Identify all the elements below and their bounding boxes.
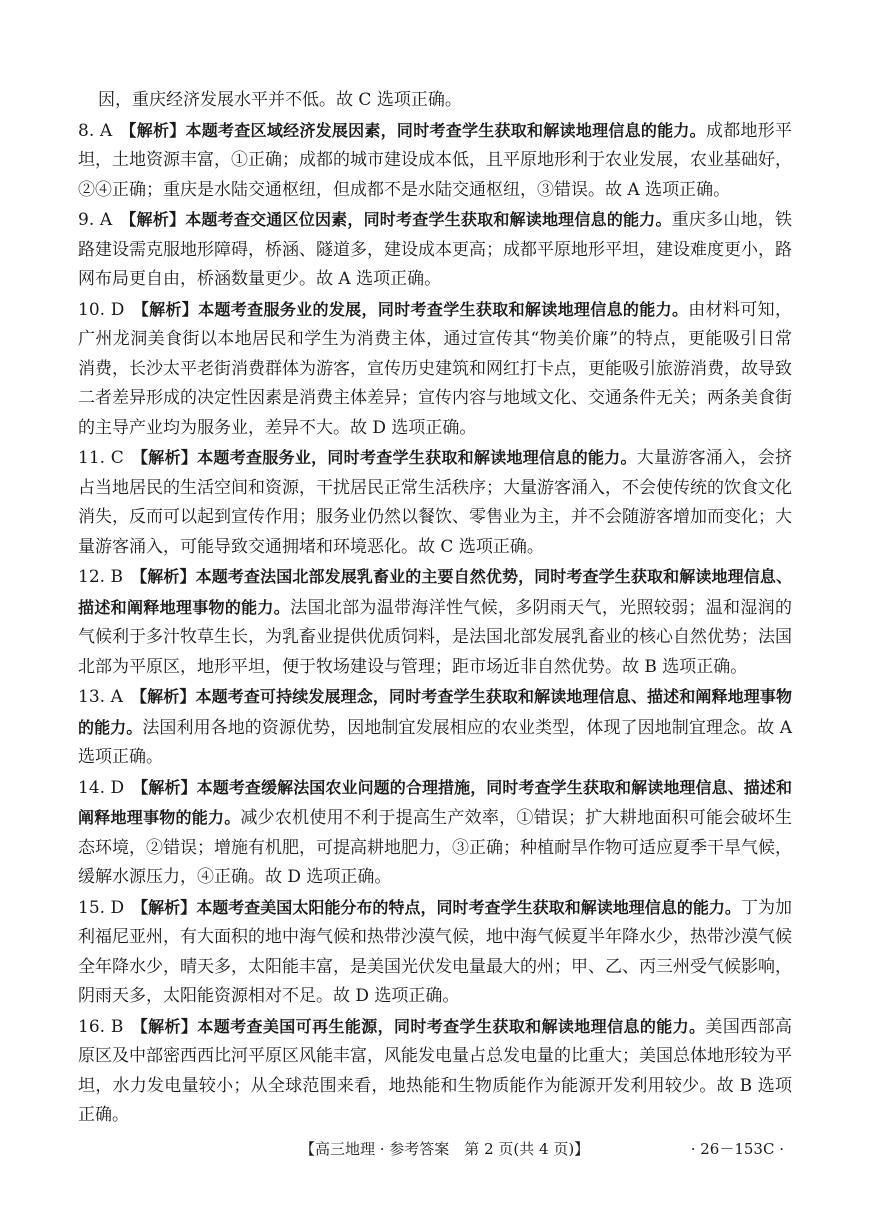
answer-item [78, 893, 792, 1012]
answer-number: 13. A [78, 687, 123, 707]
analysis-tag: 【解析】 [132, 777, 197, 797]
analysis-tag: 【解析】 [131, 448, 198, 467]
analysis-lead: 本题考查可持续发展理念，同时考查学生获取和解读地理信息、描述和阐释地理事物的能力。 [78, 687, 792, 737]
analysis-text: 丁为加利福尼亚州，有大面积的地中海气候和热带沙漠气候，地中海气候夏半年降水少，热带沙漠气候全年降水少，晴天多，太阳能丰富，是美国光伏发电量最大的州；甲、乙、丙三州受气候影响，阴雨天多，太阳能资源相对不足。故 D 选项正确。 [78, 897, 792, 1006]
answer-item [78, 562, 792, 682]
analysis-lead: 本题考查区域经济发展因素，同时考查学生获取和解读地理信息的能力。 [185, 120, 706, 140]
analysis-text: 减少农机使用不利于提高生产效率，①错误；扩大耕地面积可能会破坏生态环境，②错误；增施有机肥，可提高耕地肥力，③正确；种植耐旱作物可适应夏季干旱气候，缓解水源压力，④正确。故 D 选项正确。 [78, 808, 792, 887]
analysis-text: 法国北部为温带海洋性气候，多阴雨天气，光照较弱；温和湿润的气候利于多汁牧草生长，为乳畜业提供优质饲料，是法国北部发展乳畜业的核心自然优势；法国北部为平原区，地形平坦，便于牧场建设与管理；距市场近非自然优势。故 B 选项正确。 [78, 597, 792, 677]
analysis-tag: 【解析】 [130, 687, 196, 706]
answer-item [78, 295, 792, 444]
analysis-text: 由材料可知，广州龙洞美食街以本地居民和学生为消费主体，通过宣传其“物美价廉”的特点，更能吸引日常消费，长沙太平老街消费群体为游客，宣传历史建筑和网红打卡点，更能吸引旅游消费，故导致二者差异形成的决定性因素是消费主体差异；宣传内容与地域文化、交通条件无关；两条美食街的主导产业均为服务业，差异不大。故 D 选项正确。 [78, 299, 792, 438]
answer-item [78, 205, 792, 295]
analysis-lead: 本题考查缓解法国农业问题的合理措施，同时考查学生获取和解读地理信息、描述和阐释地理事物的能力。 [78, 777, 792, 827]
analysis-text: 法国利用各地的资源优势，因地制宜发展相应的农业类型，体现了因地制宜理念。故 A 选项正确。 [78, 717, 792, 767]
analysis-lead: 本题考查服务业的发展，同时考查学生获取和解读地理信息的能力。 [198, 299, 689, 319]
answer-item [78, 682, 792, 773]
analysis-lead: 本题考查法国北部发展乳畜业的主要自然优势，同时考查学生获取和解读地理信息、描述和阐释地理事物的能力。 [78, 567, 792, 617]
analysis-text: 大量游客涌入，会挤占当地居民的生活空间和资源，干扰居民正常生活秩序；大量游客涌入，不会使传统的饮食文化消失，反而可以起到宣传作用；服务业仍然以餐饮、零售业为主，并不会随游客增加而变化；大量游客涌入，可能导致交通拥堵和环境恶化。故 C 选项正确。 [78, 448, 792, 557]
answer-content [78, 86, 792, 1131]
answer-number: 9. A [78, 210, 113, 230]
analysis-tag: 【解析】 [132, 299, 199, 319]
continuation-text: 因，重庆经济发展水平并不低。故 C 选项正确。 [98, 90, 462, 110]
footer-title: 【高三地理 · 参考答案 第 2 页(共 4 页)】 [300, 1140, 590, 1158]
analysis-tag: 【解析】 [132, 897, 197, 917]
analysis-text: 美国西部高原区及中部密西西比河平原区风能丰富，风能发电量占总发电量的比重大；美国总体地形较为平坦，水力发电量较小；从全球范围来看，地热能和生物质能作为能源开发利用较少。故 B 选项正确。 [78, 1016, 792, 1125]
analysis-lead: 本题考查交通区位因素，同时考查学生获取和解读地理信息的能力。 [185, 210, 672, 229]
answer-item [78, 116, 792, 206]
answer-item [78, 1012, 792, 1131]
analysis-tag: 【解析】 [131, 567, 196, 586]
analysis-text: 成都地形平坦，土地资源丰富，①正确；成都的城市建设成本低，且平原地形利于农业发展，农业基础好，②④正确；重庆是水陆交通枢纽，但成都不是水陆交通枢纽，③错误。故 A 选项正确。 [78, 120, 792, 200]
footer-code: · 26－153C · [690, 1140, 784, 1158]
analysis-tag: 【解析】 [120, 120, 186, 140]
answer-item [78, 773, 792, 893]
page-footer [0, 1138, 870, 1162]
answer-number: 14. D [78, 777, 125, 798]
analysis-lead: 本题考查服务业，同时考查学生获取和解读地理信息的能力。 [197, 448, 637, 467]
answer-number: 15. D [78, 897, 125, 918]
answer-number: 11. C [78, 448, 124, 468]
analysis-tag: 【解析】 [120, 210, 186, 229]
answer-number: 10. D [78, 299, 125, 320]
answer-number: 12. B [78, 567, 124, 587]
answer-list [78, 116, 792, 1131]
analysis-tag: 【解析】 [131, 1016, 198, 1036]
answer-item [78, 443, 792, 562]
analysis-lead: 本题考查美国可再生能源，同时考查学生获取和解读地理信息的能力。 [197, 1016, 706, 1036]
answer-number: 8. A [78, 120, 113, 141]
analysis-lead: 本题考查美国太阳能分布的特点，同时考查学生获取和解读地理信息的能力。 [196, 897, 741, 917]
analysis-text: 重庆多山地，铁路建设需克服地形障碍，桥涵、隧道多，建设成本更高；成都平原地形平坦，建设难度更小，路网布局更自由，桥涵数量更少。故 A 选项正确。 [78, 210, 792, 289]
answer-number: 16. B [78, 1016, 124, 1037]
